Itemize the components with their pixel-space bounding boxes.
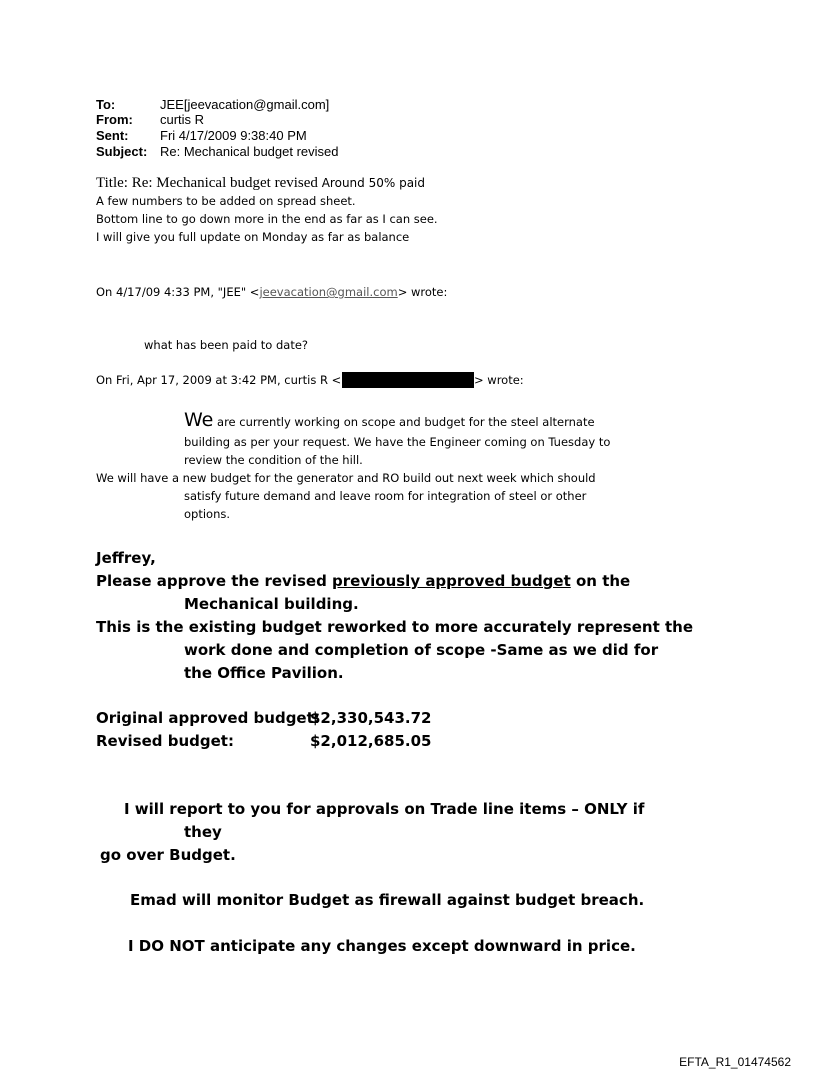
reply-line-1: A few numbers to be added on spread sheet. [96, 194, 356, 208]
quote2-p2-line3: options. [184, 507, 231, 521]
existing-line1: This is the existing budget reworked to more accurately represent the [96, 618, 693, 636]
existing-line2: work done and completion of scope -Same as we did for [184, 641, 659, 659]
quote1-suffix: > wrote: [397, 285, 448, 299]
to-label: To: [96, 97, 116, 112]
report-line2: they [184, 823, 222, 841]
quote2-p2-line1: We will have a new budget for the generator and RO build out next week which should [96, 471, 596, 485]
approve-suffix: on the [570, 572, 631, 590]
report-line3: go over Budget. [100, 846, 236, 864]
from-value: curtis R [160, 112, 205, 127]
quote1-prefix: On 4/17/09 4:33 PM, "JEE" < [96, 285, 260, 299]
sent-label: Sent: [96, 128, 129, 143]
revised-budget-label: Revised budget: [96, 732, 234, 750]
quote2-p1-line1-text: are currently working on scope and budget for the steel alternate [213, 415, 595, 429]
greeting: Jeffrey, [96, 549, 156, 567]
anticipate-line: I DO NOT anticipate any changes except downward in price. [128, 937, 636, 955]
document-id: EFTA_R1_01474562 [679, 1055, 791, 1069]
approve-prefix: Please approve the revised [96, 572, 333, 590]
reply-title-suffix: Around 50% paid [317, 176, 425, 190]
quote2-suffix: > wrote: [474, 373, 524, 387]
emad-line: Emad will monitor Budget as firewall against budget breach. [130, 891, 645, 909]
quote2-p1-line2: building as per your request. We have the Engineer coming on Tuesday to [184, 435, 611, 449]
quote1-attribution [96, 283, 447, 301]
quote2-p2-line2: satisfy future demand and leave room for integration of steel or other [184, 489, 587, 503]
original-budget-label: Original approved budget: [96, 709, 320, 727]
quote2-prefix: On Fri, Apr 17, 2009 at 3:42 PM, curtis R < [96, 373, 342, 387]
original-budget-value: $2,330,543.72 [310, 709, 432, 727]
subject-value: Re: Mechanical budget revised [160, 144, 339, 159]
to-value: JEE[jeevacation@gmail.com] [160, 97, 330, 112]
quote2-p1-line1 [184, 411, 595, 431]
subject-label: Subject: [96, 144, 148, 159]
redaction-bar [342, 372, 474, 388]
quote1-email-link[interactable]: jeevacation@gmail.com [259, 285, 398, 299]
quote1-message: what has been paid to date? [144, 338, 309, 352]
quote2-we: We [184, 409, 214, 431]
reply-title [96, 174, 425, 192]
revised-budget-value: $2,012,685.05 [310, 732, 432, 750]
reply-line-2: Bottom line to go down more in the end as far as I can see. [96, 212, 438, 226]
existing-line3: the Office Pavilion. [184, 664, 344, 682]
reply-line-3: I will give you full update on Monday as far as balance [96, 230, 410, 244]
reply-title-prefix: Title: Re: Mechanical budget revised [96, 175, 318, 191]
approve-underlined: previously approved budget [332, 572, 571, 590]
sent-value: Fri 4/17/2009 9:38:40 PM [160, 128, 307, 143]
report-line1: I will report to you for approvals on Trade line items – ONLY if [124, 800, 645, 818]
approve-line1 [96, 570, 630, 593]
quote2-p1-line3: review the condition of the hill. [184, 453, 363, 467]
approve-line2: Mechanical building. [184, 595, 359, 613]
from-label: From: [96, 112, 133, 127]
